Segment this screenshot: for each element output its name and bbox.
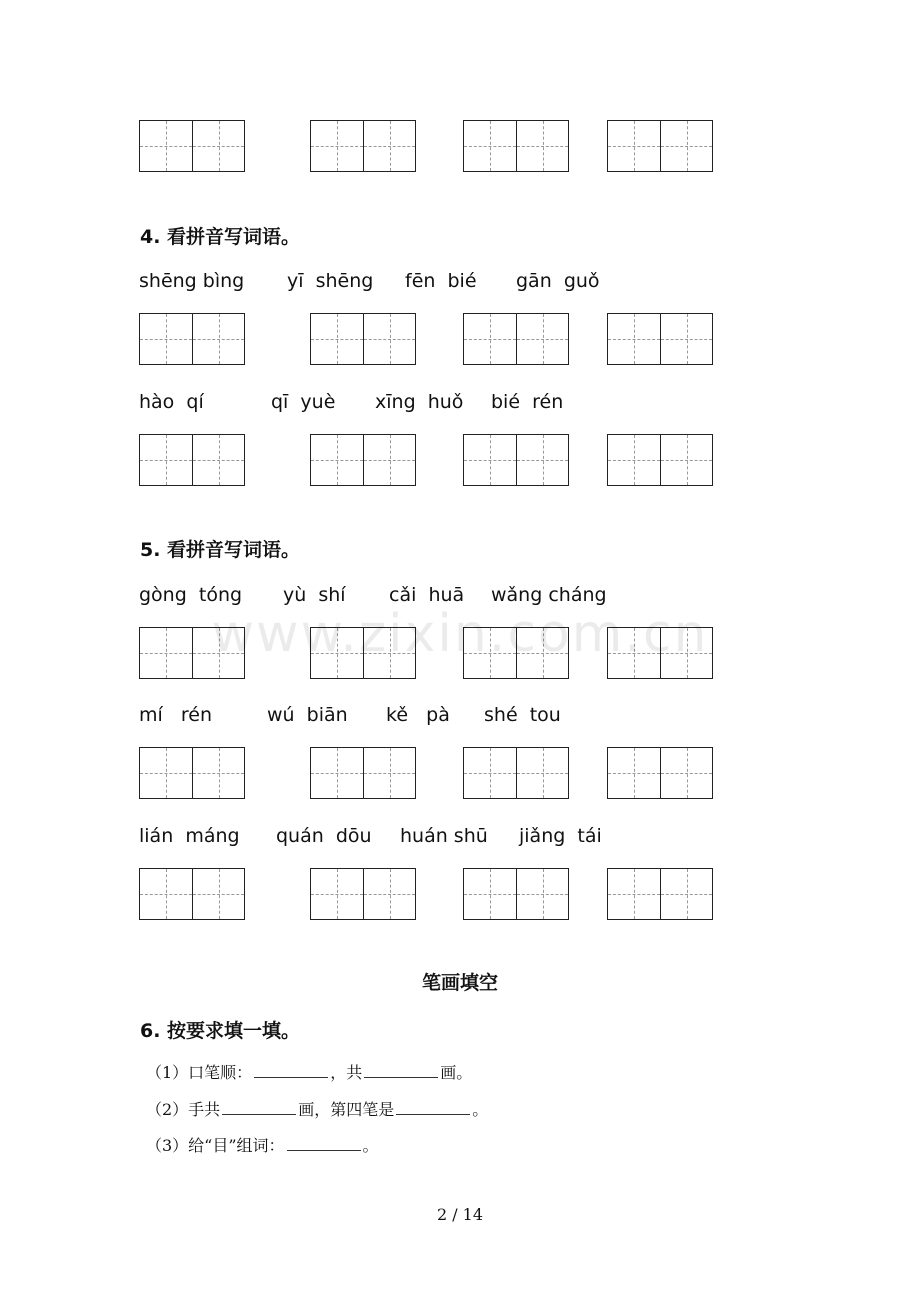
pinyin-label: wú biān [267, 704, 348, 726]
answer-blank[interactable] [222, 1100, 296, 1115]
pinyin-label: gān guǒ [516, 270, 600, 292]
tianzige-box[interactable] [139, 747, 245, 799]
fill-text: 。 [472, 1100, 489, 1119]
page-number: 2 / 14 [436, 1205, 484, 1224]
tianzige-box[interactable] [463, 434, 569, 486]
pinyin-label: fēn bié [405, 270, 477, 292]
tianzige-box[interactable] [463, 868, 569, 920]
pinyin-label: quán dōu [276, 825, 372, 847]
answer-blank[interactable] [364, 1063, 438, 1078]
writing-box-row [0, 313, 920, 369]
writing-box-row-top [0, 120, 920, 176]
tianzige-box[interactable] [607, 313, 713, 365]
pinyin-label: shēng bìng [139, 270, 245, 292]
pinyin-label: cǎi huā [389, 584, 465, 606]
writing-box-row [0, 434, 920, 490]
fill-item-1 [146, 1060, 472, 1083]
fill-text: （3）给“目”组词： [146, 1136, 285, 1155]
tianzige-box[interactable] [607, 434, 713, 486]
pinyin-label: bié rén [491, 391, 564, 413]
tianzige-box[interactable] [463, 747, 569, 799]
question-4-title: 4. 看拼音写词语。 [140, 226, 301, 248]
tianzige-box[interactable] [310, 434, 416, 486]
fill-text: 。 [362, 1136, 379, 1155]
fill-text: 画，第四笔是 [298, 1100, 395, 1119]
question-6-title: 6. 按要求填一填。 [140, 1020, 301, 1042]
tianzige-box[interactable] [310, 120, 416, 172]
section-title: 笔画填空 [421, 972, 498, 994]
watermark: www.zixin.com.cn [211, 604, 709, 664]
writing-box-row [0, 868, 920, 924]
tianzige-box[interactable] [139, 120, 245, 172]
tianzige-box[interactable] [310, 868, 416, 920]
question-5-title: 5. 看拼音写词语。 [140, 539, 301, 561]
tianzige-box[interactable] [310, 747, 416, 799]
writing-box-row [0, 747, 920, 803]
pinyin-label: hào qí [139, 391, 204, 413]
fill-item-3 [146, 1133, 379, 1156]
fill-text: 画。 [440, 1063, 473, 1082]
pinyin-label: shé tou [484, 704, 561, 726]
tianzige-box[interactable] [310, 313, 416, 365]
tianzige-box[interactable] [607, 747, 713, 799]
pinyin-label: huán shū [400, 825, 488, 847]
tianzige-box[interactable] [139, 313, 245, 365]
pinyin-label: yī shēng [287, 270, 374, 292]
fill-text: （2）手共 [146, 1100, 221, 1119]
fill-item-2 [146, 1097, 488, 1120]
pinyin-label: xīng huǒ [375, 391, 464, 413]
answer-blank[interactable] [254, 1063, 328, 1078]
pinyin-label: gòng tóng [139, 584, 243, 606]
fill-text: ，共 [330, 1063, 363, 1082]
fill-text: （1）口笔顺： [146, 1063, 253, 1082]
tianzige-box[interactable] [139, 434, 245, 486]
tianzige-box[interactable] [139, 868, 245, 920]
pinyin-label: kě pà [386, 704, 450, 726]
tianzige-box[interactable] [463, 313, 569, 365]
answer-blank[interactable] [396, 1100, 470, 1115]
answer-blank[interactable] [287, 1136, 361, 1151]
pinyin-label: wǎng cháng [491, 584, 607, 606]
pinyin-label: yù shí [283, 584, 346, 606]
pinyin-label: qī yuè [271, 391, 336, 413]
tianzige-box[interactable] [607, 868, 713, 920]
pinyin-label: mí rén [139, 704, 213, 726]
pinyin-label: jiǎng tái [519, 825, 602, 847]
pinyin-label: lián máng [139, 825, 240, 847]
tianzige-box[interactable] [607, 120, 713, 172]
tianzige-box[interactable] [463, 120, 569, 172]
